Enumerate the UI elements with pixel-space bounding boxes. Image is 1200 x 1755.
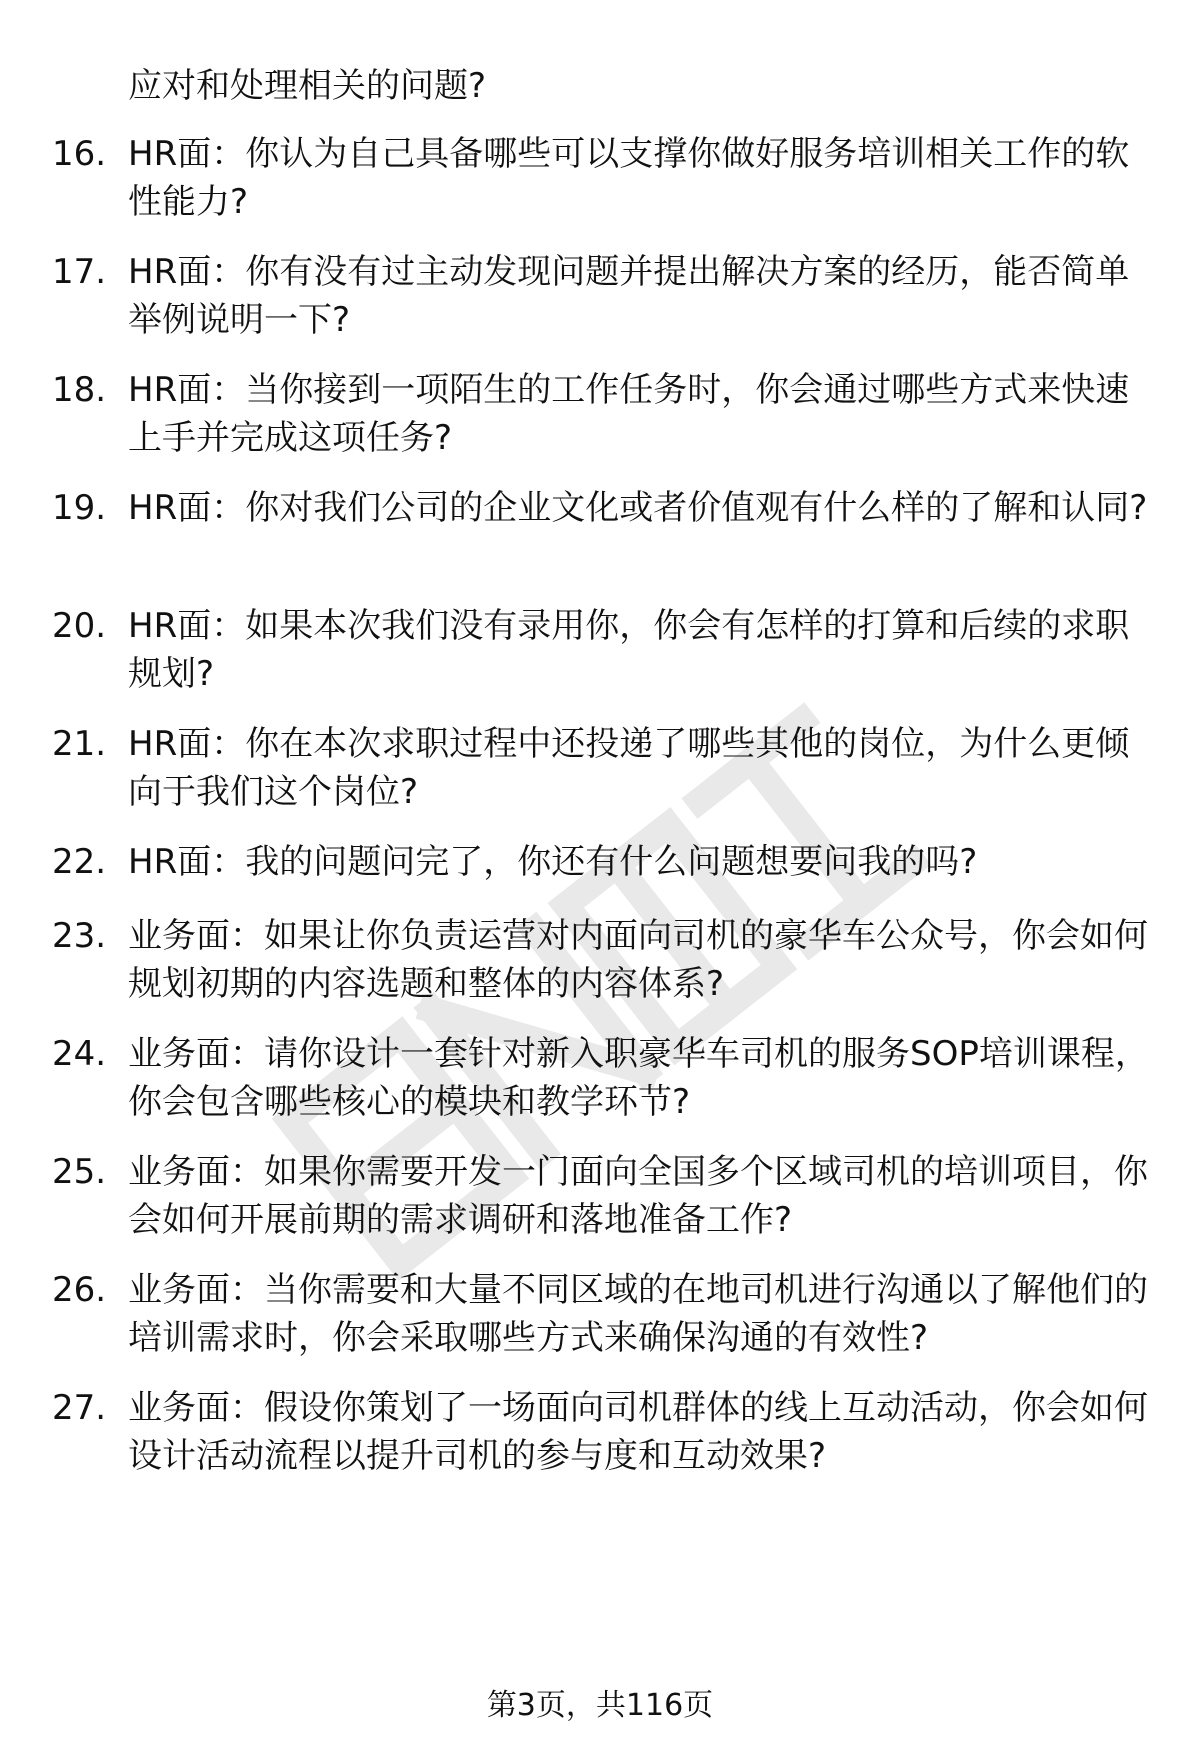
question-text: HR面：如果本次我们没有录用你，你会有怎样的打算和后续的求职规划?	[128, 606, 1130, 694]
question-number: 17.	[52, 252, 107, 292]
question-text: 业务面：当你需要和大量不同区域的在地司机进行沟通以了解他们的培训需求时，你会采取哪些方式来确保沟通的有效性?	[128, 1270, 1148, 1358]
question-text: 业务面：假设你策划了一场面向司机群体的线上互动活动，你会如何设计活动流程以提升司机的参与度和互动效果?	[128, 1388, 1148, 1476]
question-number: 24.	[52, 1034, 107, 1074]
continued-question-text: 应对和处理相关的问题?	[128, 66, 487, 106]
question-number: 27.	[52, 1388, 107, 1428]
question-number: 20.	[52, 606, 107, 646]
question-text: HR面：你有没有过主动发现问题并提出解决方案的经历，能否简单举例说明一下?	[128, 252, 1130, 340]
question-text: HR面：我的问题问完了，你还有什么问题想要问我的吗?	[128, 842, 978, 882]
question-number: 18.	[52, 370, 107, 410]
question-text: 业务面：请你设计一套针对新入职豪华车司机的服务SOP培训课程，你会包含哪些核心的模块和教学环节?	[128, 1034, 1149, 1122]
question-text: 业务面：如果让你负责运营对内面向司机的豪华车公众号，你会如何规划初期的内容选题和整体的内容体系?	[128, 916, 1148, 1004]
question-text: HR面：当你接到一项陌生的工作任务时，你会通过哪些方式来快速上手并完成这项任务?	[128, 370, 1130, 458]
question-number: 25.	[52, 1152, 107, 1192]
question-number: 23.	[52, 916, 107, 956]
question-number: 26.	[52, 1270, 107, 1310]
question-number: 16.	[52, 134, 107, 174]
page-footer: 第3页，共116页	[486, 1688, 714, 1723]
question-text: 业务面：如果你需要开发一门面向全国多个区域司机的培训项目，你会如何开展前期的需求调研和落地准备工作?	[128, 1152, 1148, 1240]
question-text: HR面：你对我们公司的企业文化或者价值观有什么样的了解和认同?	[128, 488, 1148, 528]
question-number: 22.	[52, 842, 107, 882]
question-text: HR面：你在本次求职过程中还投递了哪些其他的岗位，为什么更倾向于我们这个岗位?	[128, 724, 1130, 812]
question-text: HR面：你认为自己具备哪些可以支撑你做好服务培训相关工作的软性能力?	[128, 134, 1130, 222]
question-number: 19.	[52, 488, 107, 528]
question-number: 21.	[52, 724, 107, 764]
